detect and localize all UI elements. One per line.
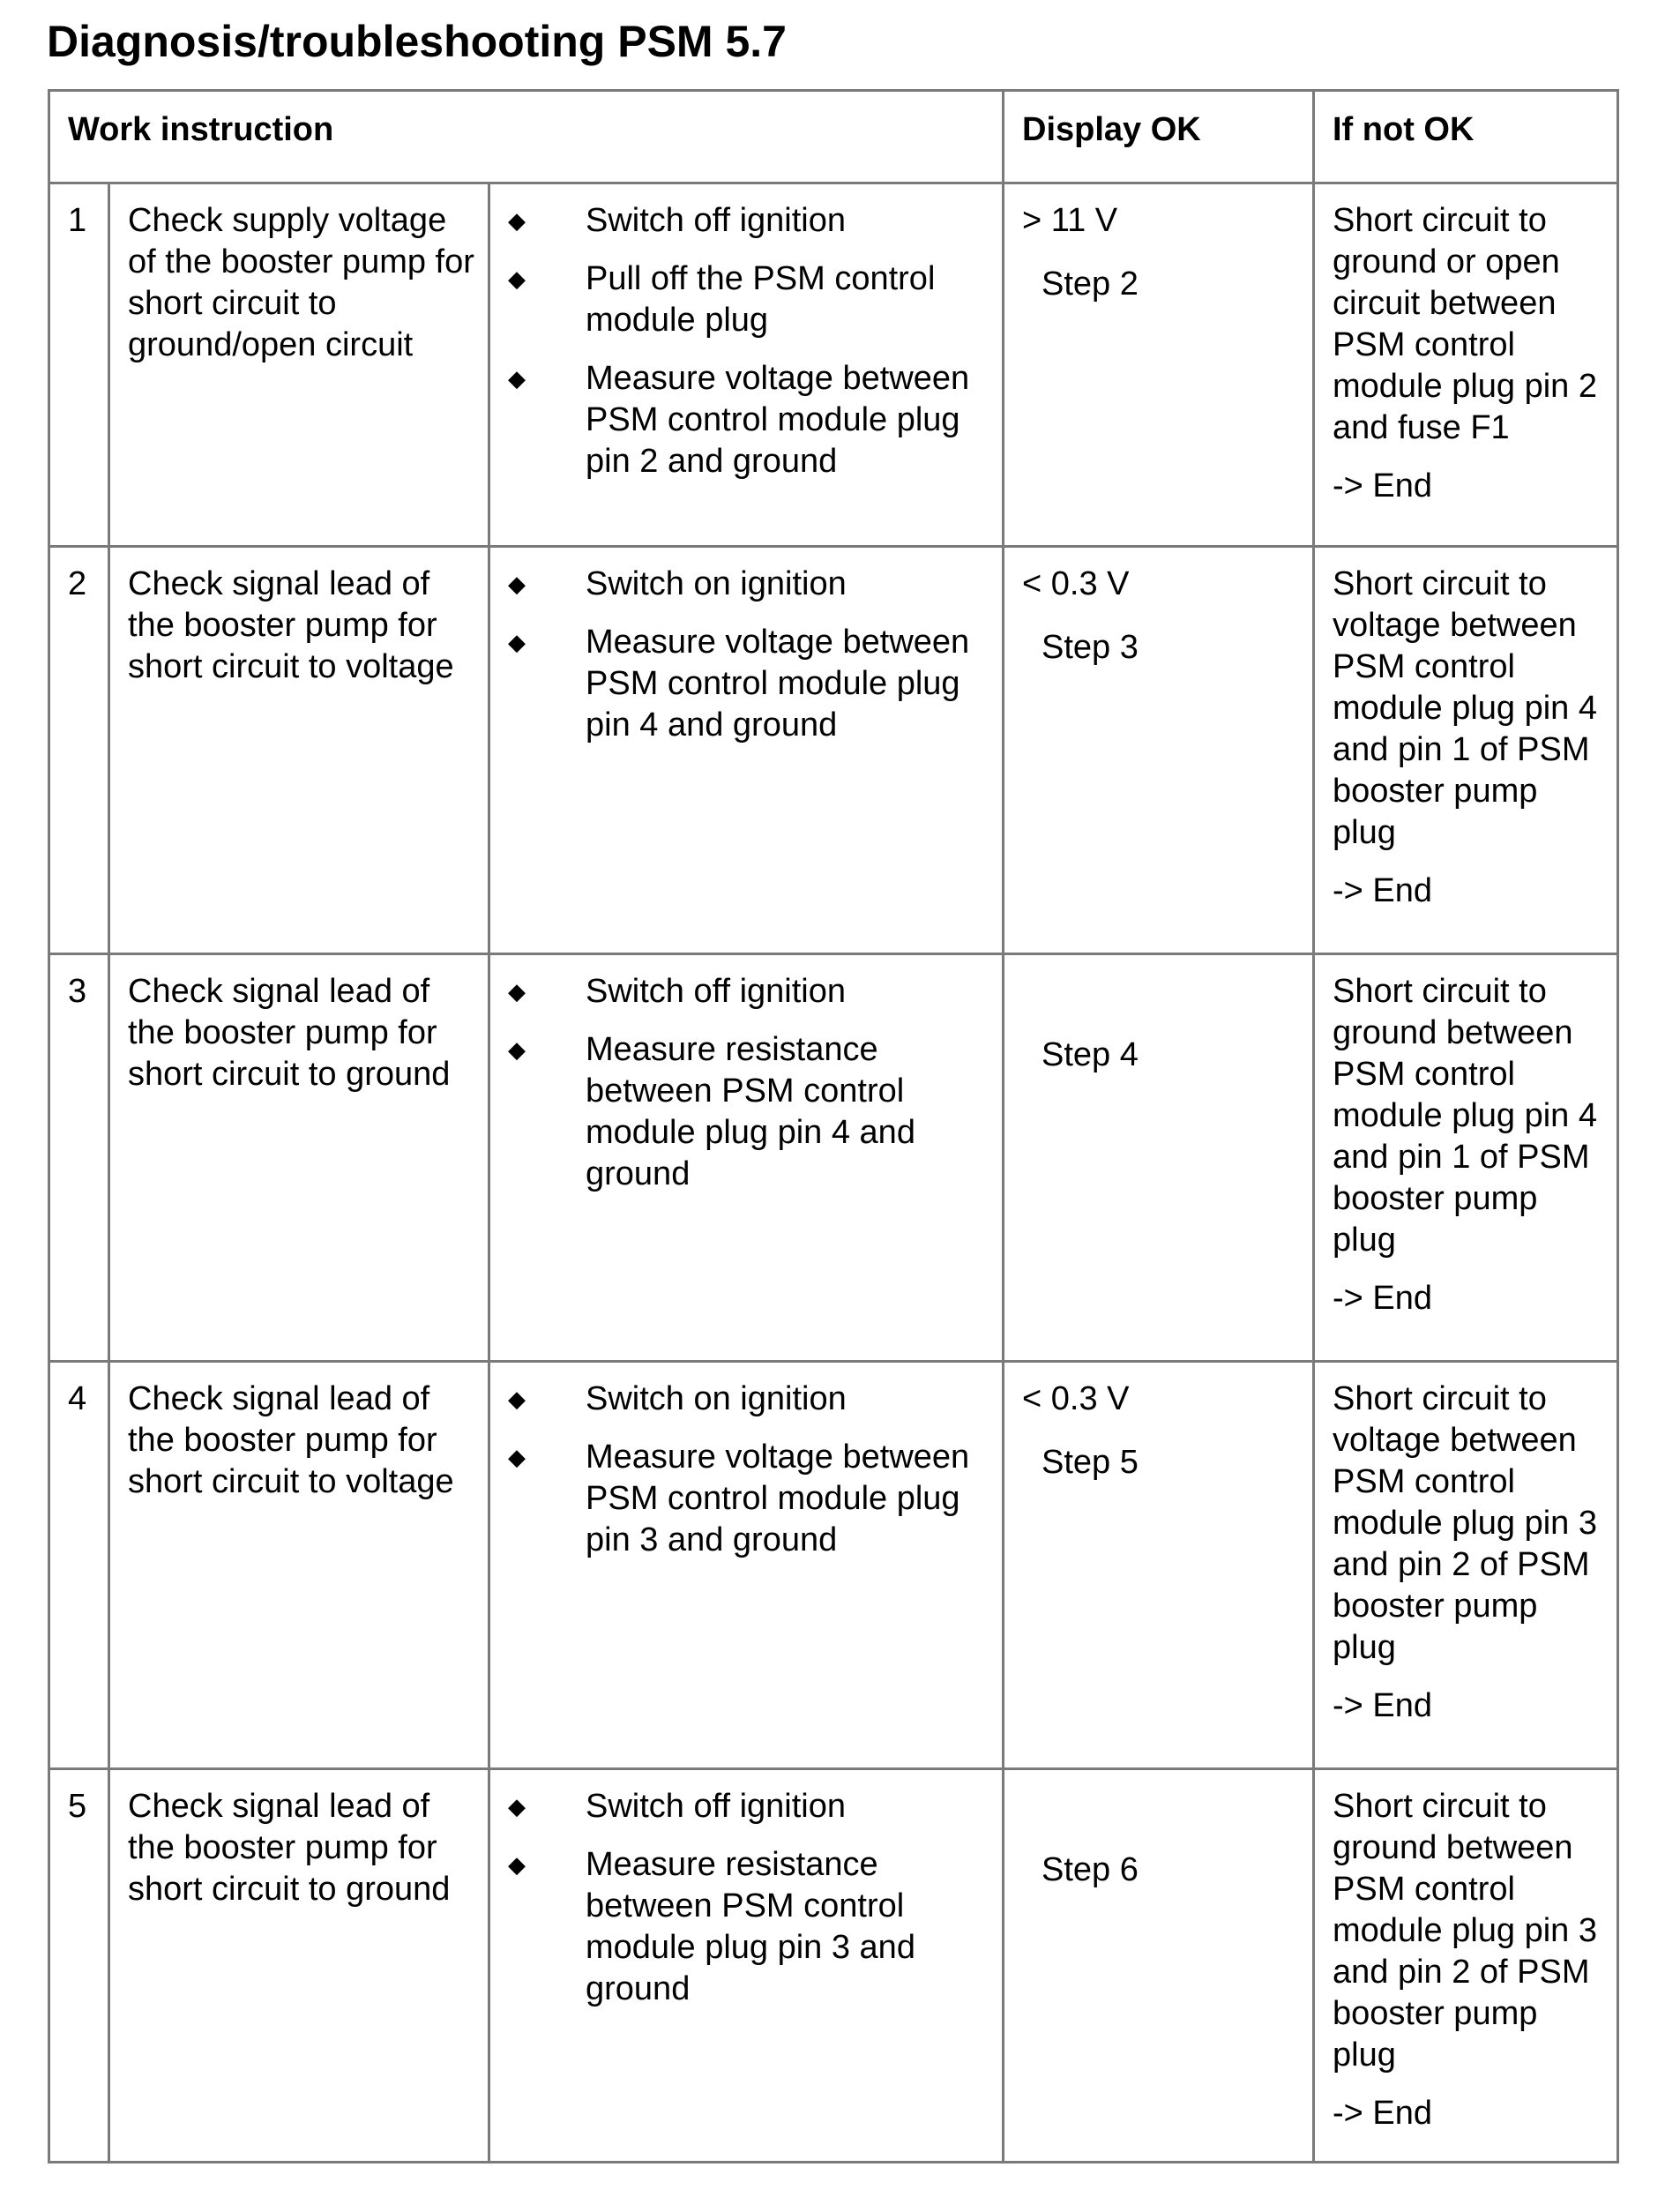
- diamond-bullet-icon: ◆: [508, 365, 526, 392]
- action-list: [508, 564, 993, 746]
- display-ok-cell: [1004, 1362, 1314, 1769]
- if-not-ok-cell: [1314, 1362, 1618, 1769]
- step-number: 2: [49, 547, 109, 954]
- fail-end: -> End: [1333, 1280, 1433, 1317]
- action-cell: [489, 183, 1004, 547]
- action-item: [508, 1029, 993, 1195]
- ok-next-step: Step 6: [1042, 1851, 1139, 1888]
- action-item: [508, 971, 993, 1013]
- check-description: Check signal lead of the booster pump for short circuit to voltage: [109, 547, 489, 954]
- step-number: 1: [49, 183, 109, 547]
- check-description: Check signal lead of the booster pump for short circuit to ground: [109, 1769, 489, 2163]
- ok-next-step: Step 2: [1042, 265, 1139, 303]
- action-text: Measure resistance between PSM control module plug pin 4 and ground: [586, 1031, 915, 1192]
- action-item: [508, 358, 993, 482]
- header-work-instruction: Work instruction: [49, 91, 1004, 183]
- fail-text: Short circuit to voltage between PSM control module plug pin 4 and pin 1 of PSM booster pump plug: [1333, 565, 1597, 851]
- action-item: [508, 564, 993, 605]
- fail-text: Short circuit to ground between PSM control module plug pin 4 and pin 1 of PSM booster pump plug: [1333, 973, 1597, 1259]
- table-row: [49, 547, 1618, 954]
- if-not-ok-cell: [1314, 1769, 1618, 2163]
- action-item: [508, 200, 993, 242]
- fail-end: -> End: [1333, 467, 1433, 504]
- diagnosis-table: [48, 89, 1619, 2163]
- fail-end: -> End: [1333, 872, 1433, 909]
- display-ok-cell: [1004, 547, 1314, 954]
- table-row: [49, 183, 1618, 547]
- if-not-ok-cell: [1314, 547, 1618, 954]
- header-display-ok: Display OK: [1004, 91, 1314, 183]
- action-text: Switch on ignition: [586, 565, 847, 602]
- display-ok-cell: [1004, 954, 1314, 1362]
- action-item: [508, 1786, 993, 1827]
- action-text: Measure voltage between PSM control module plug pin 2 and ground: [586, 360, 970, 480]
- ok-next-step: Step 5: [1042, 1444, 1139, 1481]
- header-row: [49, 91, 1618, 183]
- action-text: Switch on ignition: [586, 1380, 847, 1417]
- diamond-bullet-icon: ◆: [508, 1851, 526, 1878]
- action-cell: [489, 547, 1004, 954]
- action-item: [508, 1379, 993, 1420]
- display-ok-cell: [1004, 183, 1314, 547]
- ok-value: < 0.3 V: [1022, 1380, 1130, 1417]
- fail-text: Short circuit to ground or open circuit between PSM control module plug pin 2 and fuse F1: [1333, 202, 1597, 446]
- display-ok-cell: [1004, 1769, 1314, 2163]
- action-text: Switch off ignition: [586, 1788, 847, 1825]
- action-text: Measure resistance between PSM control module plug pin 3 and ground: [586, 1846, 915, 2007]
- action-item: [508, 258, 993, 341]
- diamond-bullet-icon: ◆: [508, 1444, 526, 1470]
- table-row: [49, 1362, 1618, 1769]
- if-not-ok-cell: [1314, 183, 1618, 547]
- action-item: [508, 1844, 993, 2010]
- action-list: [508, 971, 993, 1195]
- diamond-bullet-icon: ◆: [508, 571, 526, 597]
- action-text: Measure voltage between PSM control module plug pin 4 and ground: [586, 624, 970, 744]
- ok-value: > 11 V: [1022, 202, 1118, 239]
- diamond-bullet-icon: ◆: [508, 978, 526, 1005]
- action-cell: [489, 1769, 1004, 2163]
- if-not-ok-cell: [1314, 954, 1618, 1362]
- action-item: [508, 1437, 993, 1561]
- diamond-bullet-icon: ◆: [508, 1386, 526, 1412]
- diamond-bullet-icon: ◆: [508, 629, 526, 655]
- table-row: [49, 954, 1618, 1362]
- ok-next-step: Step 4: [1042, 1036, 1139, 1073]
- action-text: Switch off ignition: [586, 202, 847, 239]
- ok-next-step: Step 3: [1042, 629, 1139, 666]
- step-number: 4: [49, 1362, 109, 1769]
- action-list: [508, 1379, 993, 1561]
- action-item: [508, 622, 993, 746]
- action-list: [508, 200, 993, 482]
- action-cell: [489, 954, 1004, 1362]
- table-row: [49, 1769, 1618, 2163]
- step-number: 5: [49, 1769, 109, 2163]
- fail-text: Short circuit to ground between PSM control module plug pin 3 and pin 2 of PSM booster pump plug: [1333, 1788, 1597, 2074]
- ok-value: < 0.3 V: [1022, 565, 1130, 602]
- header-if-not-ok: If not OK: [1314, 91, 1618, 183]
- action-list: [508, 1786, 993, 2010]
- diamond-bullet-icon: ◆: [508, 1793, 526, 1820]
- page-title: Diagnosis/troubleshooting PSM 5.7: [47, 17, 787, 66]
- action-text: Measure voltage between PSM control module plug pin 3 and ground: [586, 1439, 970, 1558]
- diamond-bullet-icon: ◆: [508, 1036, 526, 1063]
- fail-text: Short circuit to voltage between PSM control module plug pin 3 and pin 2 of PSM booster pump plug: [1333, 1380, 1597, 1666]
- action-text: Pull off the PSM control module plug: [586, 260, 936, 339]
- action-cell: [489, 1362, 1004, 1769]
- action-text: Switch off ignition: [586, 973, 847, 1010]
- fail-end: -> End: [1333, 2095, 1433, 2132]
- check-description: Check supply voltage of the booster pump for short circuit to ground/open circuit: [109, 183, 489, 547]
- step-number: 3: [49, 954, 109, 1362]
- diamond-bullet-icon: ◆: [508, 265, 526, 292]
- diamond-bullet-icon: ◆: [508, 207, 526, 234]
- fail-end: -> End: [1333, 1687, 1433, 1724]
- check-description: Check signal lead of the booster pump for short circuit to ground: [109, 954, 489, 1362]
- check-description: Check signal lead of the booster pump for short circuit to voltage: [109, 1362, 489, 1769]
